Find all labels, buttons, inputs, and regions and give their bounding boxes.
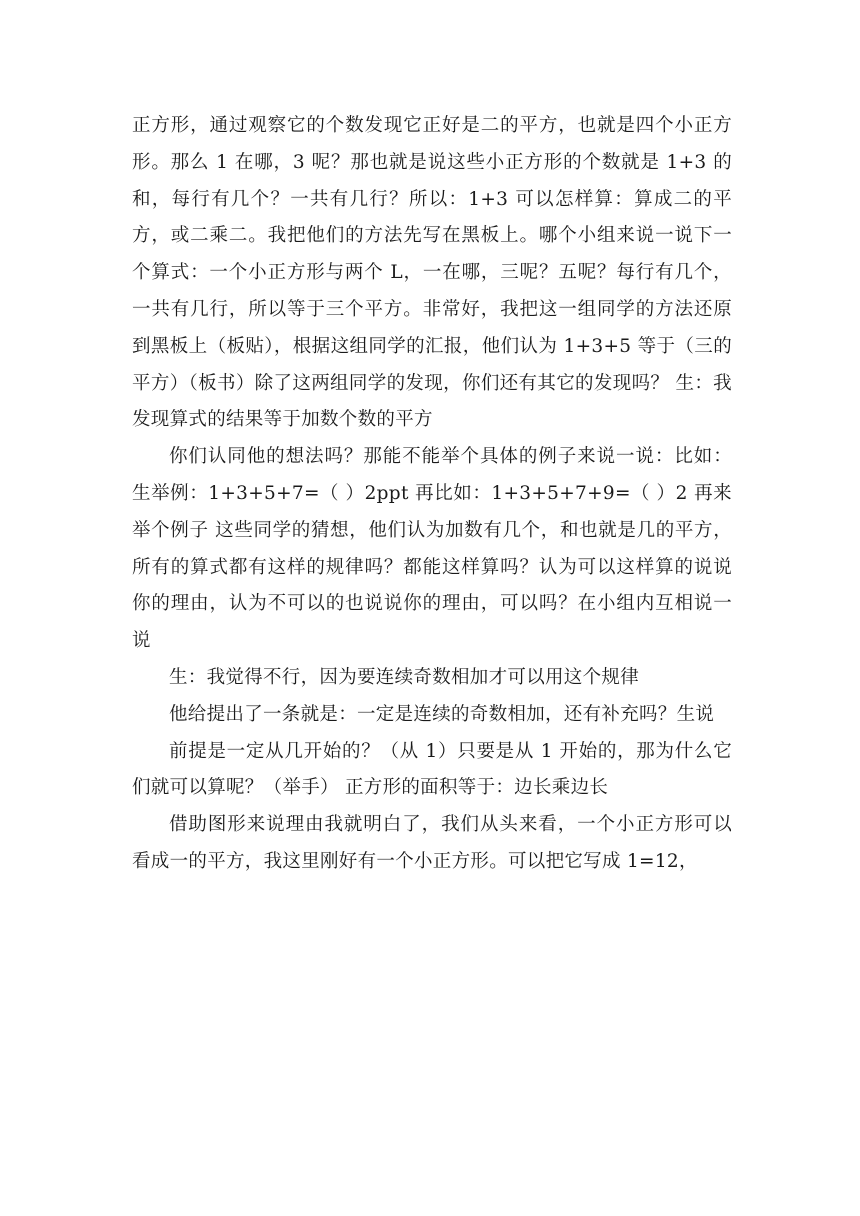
document-page (132, 108, 732, 881)
paragraph-1: 正方形，通过观察它的个数发现它正好是二的平方，也就是四个小正方形。那么 1 在哪，3 呢？那也就是说这些小正方形的个数就是 1+3 的和，每行有几个？一共有几行？所以：1+3 可以怎样算：算成二的平方，或二乘二。我把他们的方法先写在黑板上。哪个小组来说一说下一个算式：一个小正方形与两个 L，一在哪，三呢？五呢？每行有几个，一共有几行，所以等于三个平方。非常好，我把这一组同学的方法还原到黑板上（板贴），根据这组同学的汇报，他们认为 1+3+5 等于（三的平方）（板书）除了这两组同学的发现，你们还有其它的发现吗？ 生：我发现算式的结果等于加数个数的平方 (132, 115, 732, 431)
paragraph-5: 前提是一定从几开始的？（从 1）只要是从 1 开始的，那为什么它们就可以算呢？（举手） 正方形的面积等于：边长乘边长 (132, 740, 732, 799)
paragraph-4: 他给提出了一条就是：一定是连续的奇数相加，还有补充吗？生说 (169, 703, 715, 725)
paragraph-2: 你们认同他的想法吗？那能不能举个具体的例子来说一说：比如： 生举例：1+3+5+7=（ ）2ppt 再比如：1+3+5+7+9=（ ）2 再来举个例子 这些同学的猜想，他们认为加数有几个，和也就是几的平方，所有的算式都有这样的规律吗？都能这样算吗？认为可以这样算的说说你的理由，认为不可以的也说说你的理由，可以吗？在小组内互相说一说 (132, 446, 732, 652)
paragraph-3: 生：我觉得不行，因为要连续奇数相加才可以用这个规律 (169, 666, 640, 688)
paragraph-6: 借助图形来说理由我就明白了，我们从头来看，一个小正方形可以看成一的平方，我这里刚好有一个小正方形。可以把它写成 1=12， (132, 814, 732, 872)
